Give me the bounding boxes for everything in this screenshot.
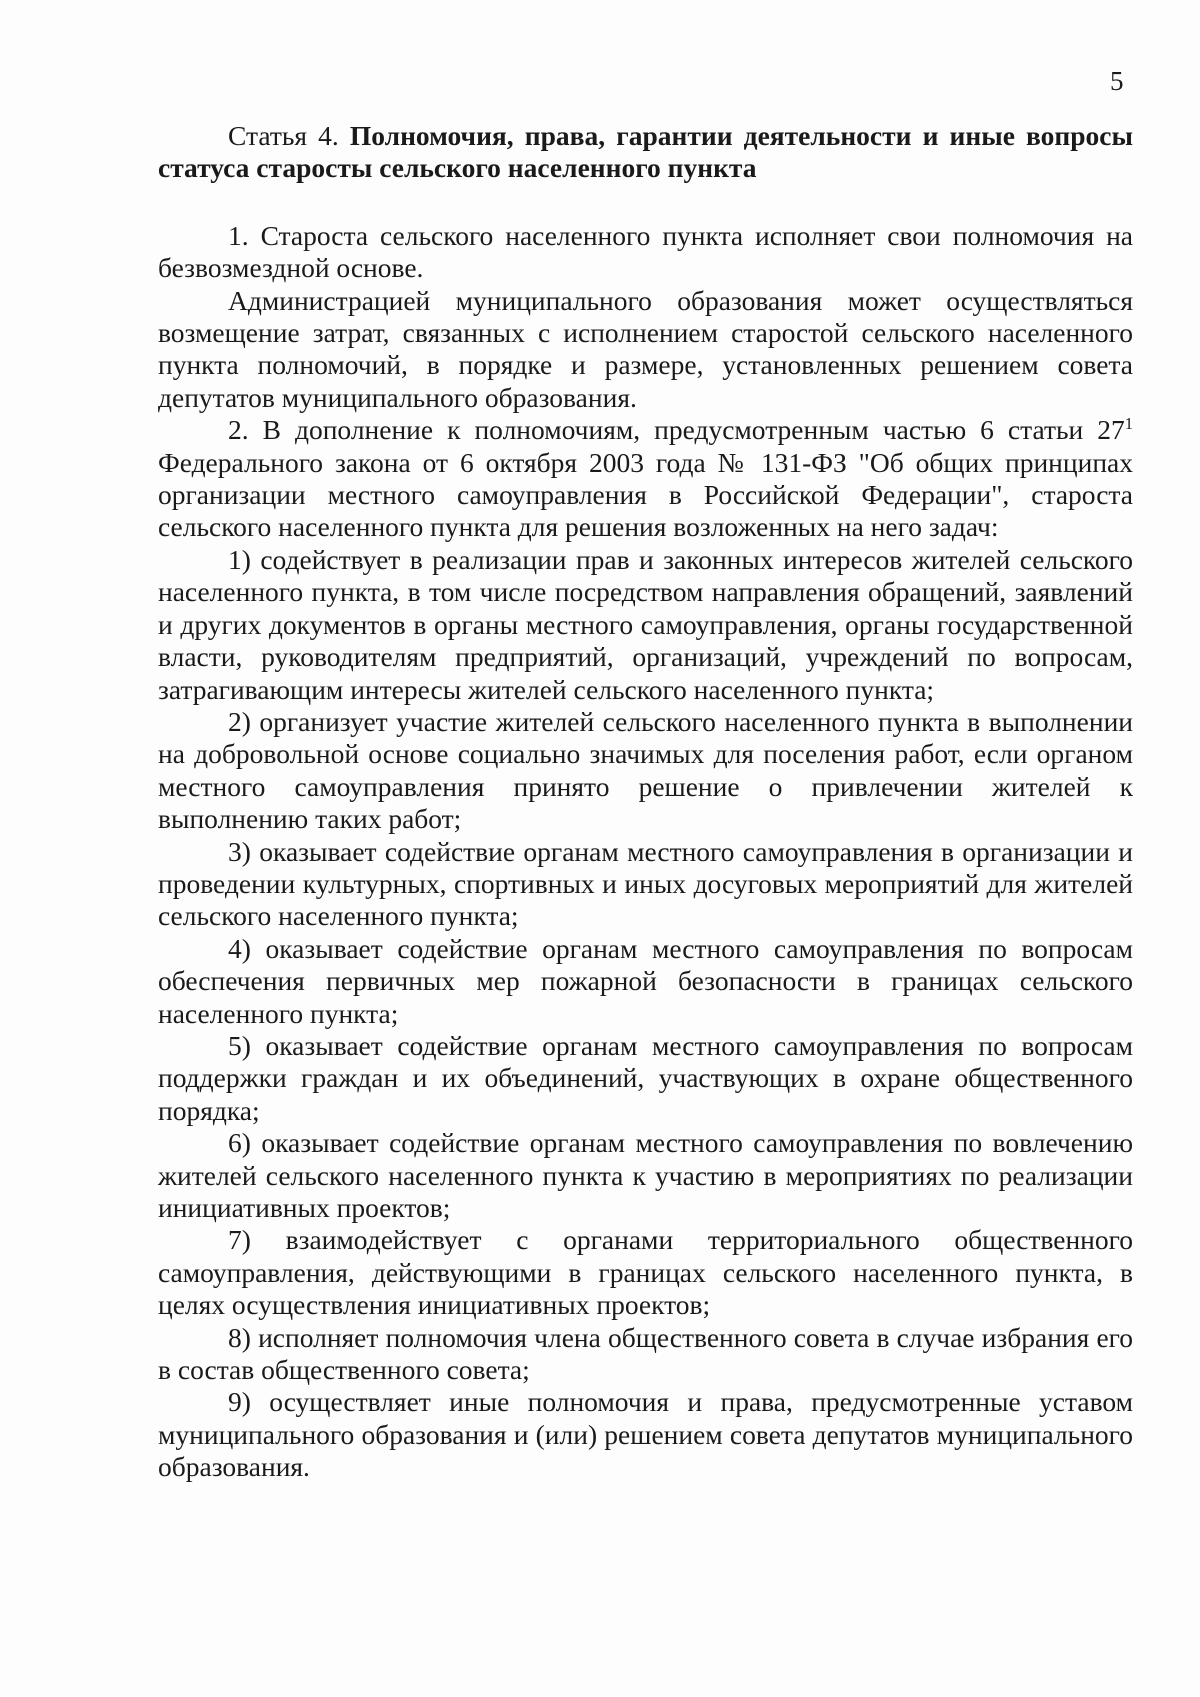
list-item-7: 7) взаимодействует с органами территориального общественного самоуправления, действующими в границах сельского населенного пункта, в целях осуществления инициативных проектов;: [158, 1224, 1133, 1321]
list-item-3: 3) оказывает содействие органам местного самоуправления в организации и проведении культурных, спортивных и иных досуговых мероприятий для жителей сельского населенного пункта;: [158, 835, 1133, 932]
article-heading: [158, 120, 1133, 185]
list-item-1: 1) содействует в реализации прав и законных интересов жителей сельского населенного пункта, в том числе посредством направления обращений, заявлений и других документов в органы местного самоуправления, органы государственной власти, руководителям предприятий, организаций, учреждений по вопросам, затрагивающим интересы жителей сельского населенного пункта;: [158, 543, 1133, 705]
list-item-4: 4) оказывает содействие органам местного самоуправления по вопросам обеспечения первичных мер пожарной безопасности в границах сельского населенного пункта;: [158, 932, 1133, 1029]
footnote-superscript: 1: [1124, 414, 1133, 434]
list-item-6: 6) оказывает содействие органам местного самоуправления по вовлечению жителей сельского населенного пункта к участию в мероприятиях по реализации инициативных проектов;: [158, 1127, 1133, 1223]
list-item-8: 8) исполняет полномочия члена общественного совета в случае избрания его в состав общественного совета;: [158, 1321, 1133, 1386]
list-item-2: 2) организует участие жителей сельского населенного пункта в выполнении на добровольной основе социально значимых для поселения работ, если органом местного самоуправления принято решение о привлечении жителей к выполнению таких работ;: [158, 705, 1133, 835]
document-body: [158, 120, 1133, 1484]
paragraph-2: Администрацией муниципального образования может осуществляться возмещение затрат, связанных с исполнением старостой сельского населенного пункта полномочий, в порядке и размере, установленных решением совета депутатов муниципального образования.: [158, 284, 1133, 413]
list-item-5: 5) оказывает содействие органам местного самоуправления по вопросам поддержки граждан и их объединений, участвующих в охране общественного порядка;: [158, 1029, 1133, 1126]
article-title: Полномочия, права, гарантии деятельности и иные вопросы статуса старосты сельского населенного пункта: [158, 120, 1133, 184]
paragraph-3-end: Федерального закона от 6 октября 2003 года № 131-ФЗ "Об общих принципах организации местного самоуправления в Российской Федерации", староста сельского населенного пункта для решения возложенных на него задач:: [158, 446, 1133, 543]
paragraph-1: 1. Староста сельского населенного пункта исполняет свои полномочия на безвозмездной основе.: [158, 219, 1133, 284]
paragraph-3-start: 2. В дополнение к полномочиям, предусмотренным частью 6 статьи 27: [228, 414, 1125, 446]
list-item-9: 9) осуществляет иные полномочия и права, предусмотренные уставом муниципального образования и (или) решением совета депутатов муниципального образования.: [158, 1386, 1133, 1483]
article-title-prefix: Статья 4.: [228, 120, 350, 151]
page-number: 5: [1110, 66, 1124, 96]
paragraph-3: [158, 414, 1133, 544]
